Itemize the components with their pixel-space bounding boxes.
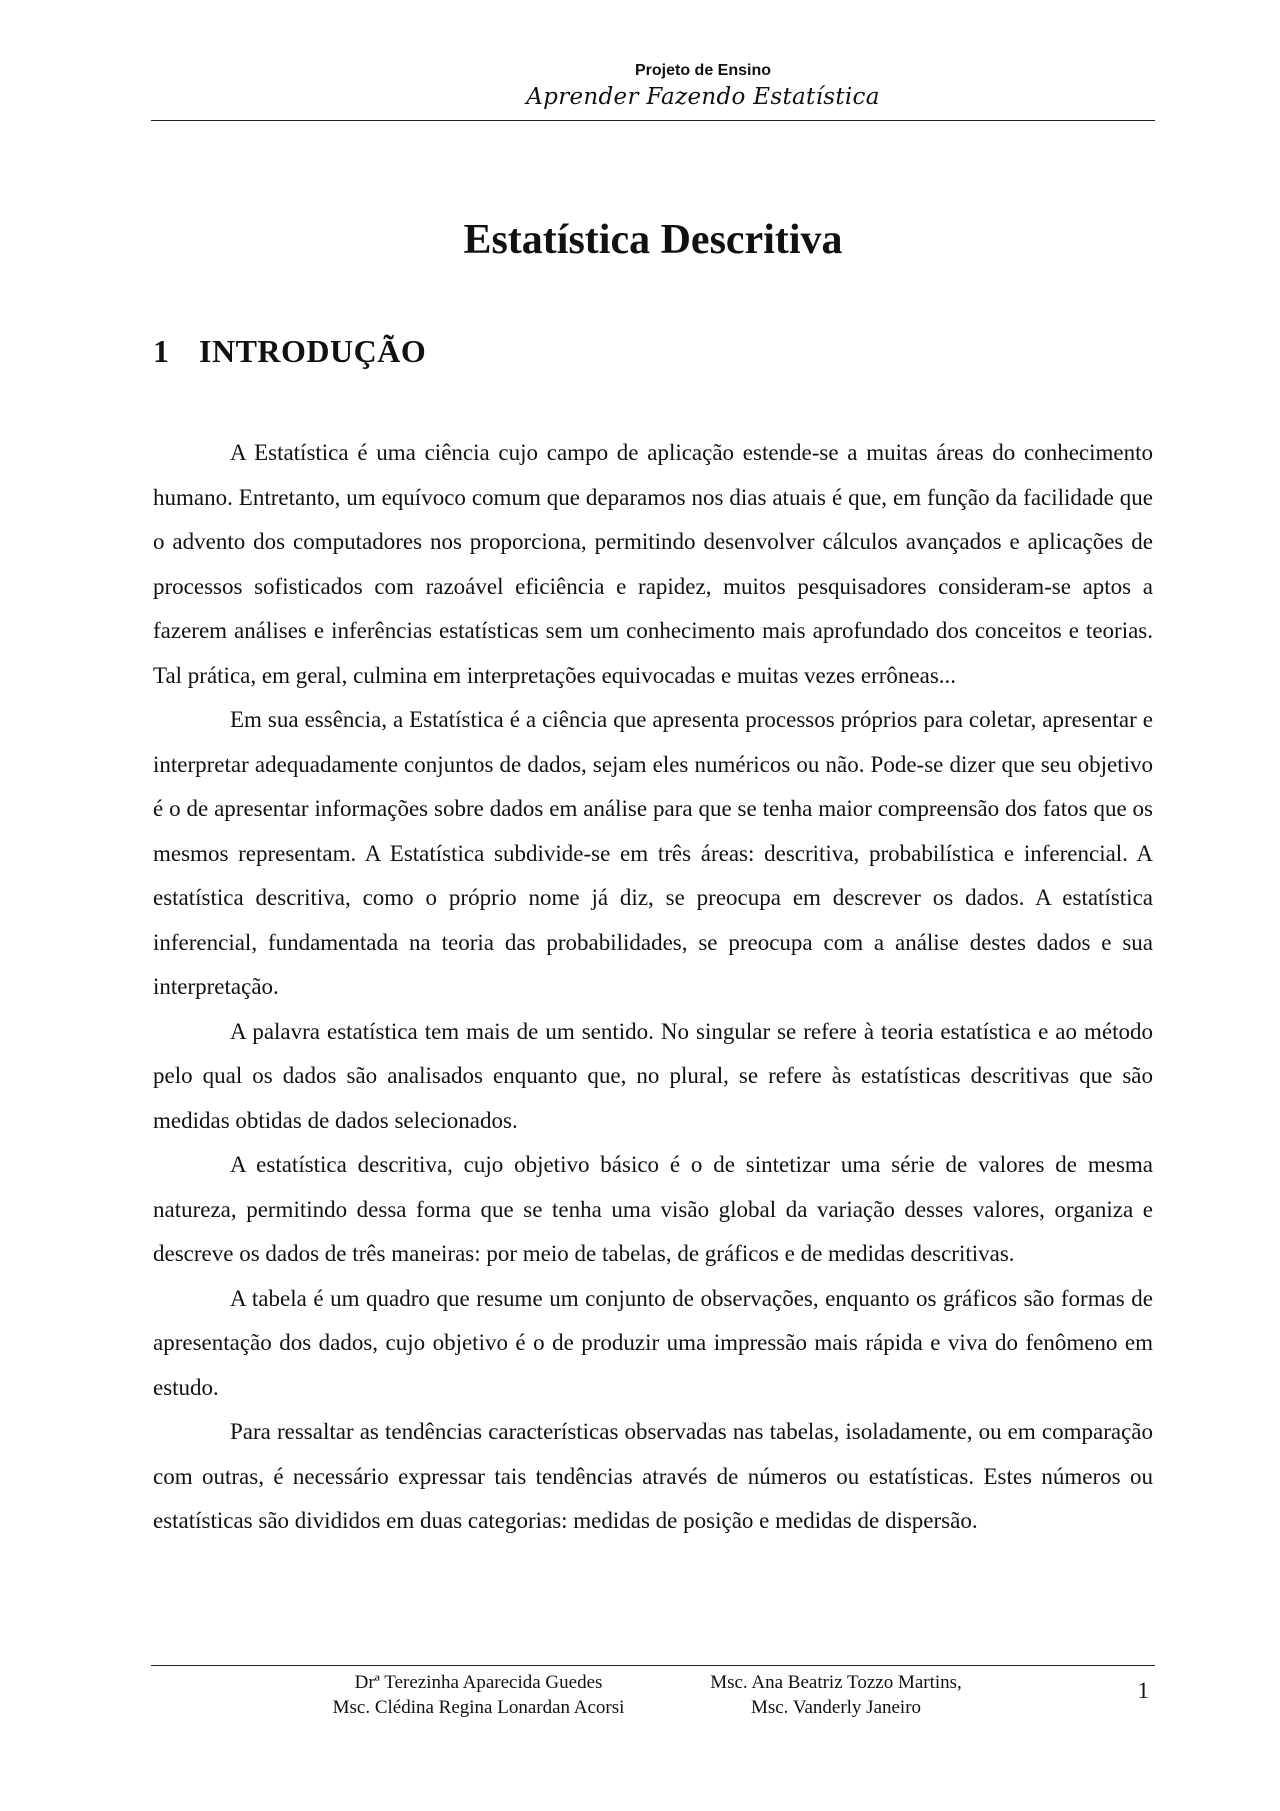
paragraph: A estatística descritiva, cujo objetivo básico é o de sintetizar uma série de valores de mesma natureza, permitindo dessa forma que se tenha uma visão global da variação desses valores, organiza e descreve os dados de três maneiras: por meio de tabelas, de gráficos e de medidas descritivas. <box>153 1152 1153 1266</box>
section-title: INTRODUÇÃO <box>199 333 427 369</box>
section-heading <box>153 333 426 370</box>
paragraph: Para ressaltar as tendências características observadas nas tabelas, isoladamente, ou em comparação com outras, é necessário expressar tais tendências através de números ou estatísticas. Estes números ou estatísticas são divididos em duas categorias: medidas de posição e medidas de dispersão. <box>153 1419 1153 1533</box>
header-project-name: Projeto de Ensino <box>634 62 771 79</box>
paragraph: Em sua essência, a Estatística é a ciência que apresenta processos próprios para coletar, apresentar e interpretar adequadamente conjuntos de dados, sejam eles numéricos ou não. Pode-se dizer que seu objetivo é o de apresentar informações sobre dados em análise para que se tenha maior compreensão dos fatos que os mesmos representam. A Estatística subdivide-se em três áreas: descritiva, probabilística e inferencial. A estatística descritiva, como o próprio nome já diz, se preocupa em descrever os dados. A estatística inferencial, fundamentada na teoria das probabilidades, se preocupa com a análise destes dados e sua interpretação. <box>153 707 1153 999</box>
page-number: 1 <box>1137 1678 1149 1703</box>
author-name: Msc. Clédina Regina Lonardan Acorsi <box>332 1697 625 1718</box>
section-number: 1 <box>153 333 170 369</box>
page-header <box>151 56 1155 121</box>
author-name: Msc. Vanderly Janeiro <box>750 1697 922 1718</box>
page-footer <box>151 1665 1155 1726</box>
paragraph: A palavra estatística tem mais de um sentido. No singular se refere à teoria estatística e ao método pelo qual os dados são analisados enquanto que, no plural, se refere às estatísticas descritivas que são medidas obtidas de dados selecionados. <box>153 1018 1153 1133</box>
footer-authors-right <box>671 1670 1001 1720</box>
paragraph: A Estatística é uma ciência cujo campo de aplicação estende-se a muitas áreas do conhecimento humano. Entretanto, um equívoco comum que deparamos nos dias atuais é que, em função da facilidade que o advento dos computadores nos proporciona, permitindo desenvolver cálculos avançados e aplicações de processos sofisticados com razoável eficiência e rapidez, muitos pesquisadores consideram-se aptos a fazerem análises e inferências estatísticas sem um conhecimento mais aprofundado dos conceitos e teorias. Tal prática, em geral, culmina em interpretações equivocadas e muitas vezes errôneas... <box>153 440 1153 688</box>
header-subtitle: Aprender Fazendo Estatística <box>526 84 880 110</box>
author-name: Msc. Ana Beatriz Tozzo Martins, <box>710 1672 962 1693</box>
paragraph: A tabela é um quadro que resume um conjunto de observações, enquanto os gráficos são formas de apresentação dos dados, cujo objetivo é o de produzir uma impressão mais rápida e viva do fenômeno em estudo. <box>153 1285 1153 1400</box>
author-name: Drª Terezinha Aparecida Guedes <box>354 1672 603 1693</box>
footer-authors-left <box>306 1670 651 1720</box>
body-text <box>153 431 1153 1544</box>
document-title: Estatística Descritiva <box>463 217 843 263</box>
